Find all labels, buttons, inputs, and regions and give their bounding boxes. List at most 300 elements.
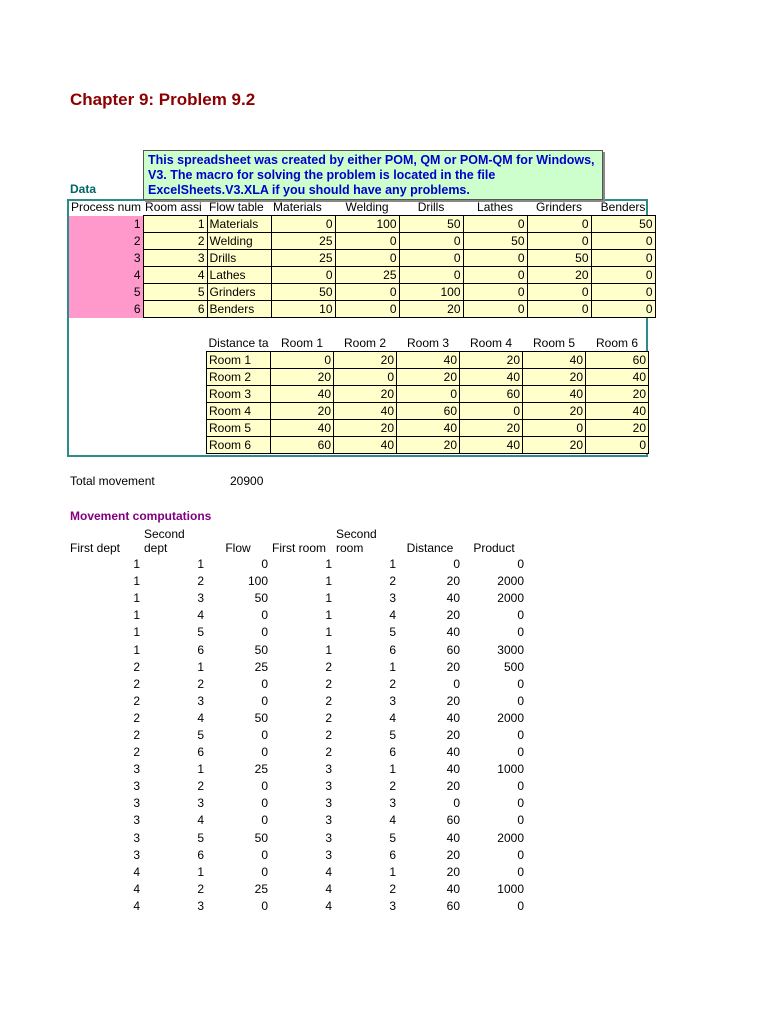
movement-cell[interactable]: 0: [261, 727, 268, 742]
movement-cell[interactable]: 4: [197, 608, 204, 623]
movement-cell[interactable]: 0: [453, 676, 460, 691]
department-name-cell[interactable]: Welding: [207, 233, 271, 250]
movement-cell[interactable]: 3: [133, 813, 140, 828]
movement-row: [68, 812, 526, 829]
flow-value-cell[interactable]: 25: [271, 233, 335, 250]
movement-row: [68, 761, 526, 778]
header-cell[interactable]: Second room: [336, 527, 377, 555]
flow-table-row: [69, 301, 655, 318]
movement-cell[interactable]: 20: [446, 847, 460, 862]
movement-cell[interactable]: 0: [261, 813, 268, 828]
department-name-cell[interactable]: Benders: [207, 301, 271, 318]
flow-value-cell[interactable]: 0: [399, 250, 463, 267]
movement-cell[interactable]: 50: [254, 710, 268, 725]
movement-cell[interactable]: 6: [197, 847, 204, 862]
movement-cell[interactable]: 1: [133, 625, 140, 640]
movement-cell[interactable]: 4: [389, 813, 396, 828]
header-cell[interactable]: Room 1: [281, 336, 324, 350]
distance-value-cell[interactable]: 0: [586, 437, 649, 454]
distance-value-cell[interactable]: 40: [334, 403, 397, 420]
movement-cell[interactable]: 1: [197, 557, 204, 572]
distance-value-cell[interactable]: 20: [397, 369, 460, 386]
movement-cell[interactable]: 20: [446, 608, 460, 623]
movement-cell[interactable]: 0: [517, 727, 524, 742]
movement-cell[interactable]: 2000: [497, 830, 524, 845]
movement-cell[interactable]: 5: [389, 727, 396, 742]
movement-section-title: Movement computations: [70, 509, 212, 523]
movement-cell[interactable]: 6: [389, 642, 396, 657]
distance-table-row: [207, 352, 649, 369]
movement-cell[interactable]: 2: [133, 693, 140, 708]
movement-cell[interactable]: 0: [261, 608, 268, 623]
movement-cell[interactable]: 1: [133, 608, 140, 623]
movement-cell[interactable]: 1: [325, 591, 332, 606]
movement-cell[interactable]: 4: [133, 881, 140, 896]
distance-value-cell[interactable]: 40: [271, 386, 334, 403]
distance-value-cell[interactable]: 40: [460, 437, 523, 454]
flow-value-cell[interactable]: 0: [527, 284, 591, 301]
movement-cell[interactable]: 4: [325, 898, 332, 913]
department-name-cell[interactable]: Grinders: [207, 284, 271, 301]
movement-cell[interactable]: 3: [325, 830, 332, 845]
flow-value-cell[interactable]: 0: [399, 267, 463, 284]
distance-value-cell[interactable]: 40: [397, 420, 460, 437]
movement-cell[interactable]: 5: [389, 625, 396, 640]
movement-cell[interactable]: 0: [517, 796, 524, 811]
room-assignment-cell[interactable]: 2: [143, 233, 207, 250]
room-name-cell[interactable]: Room 2: [207, 369, 271, 386]
movement-row: [68, 881, 526, 898]
flow-value-cell[interactable]: 0: [591, 267, 655, 284]
flow-value-cell[interactable]: 0: [591, 301, 655, 318]
movement-cell[interactable]: 0: [261, 847, 268, 862]
movement-cell[interactable]: 6: [197, 642, 204, 657]
movement-cell[interactable]: 4: [325, 864, 332, 879]
movement-cell[interactable]: 0: [517, 608, 524, 623]
room-name-cell[interactable]: Room 1: [207, 352, 271, 369]
flow-value-cell[interactable]: 50: [463, 233, 527, 250]
movement-cell[interactable]: 60: [446, 813, 460, 828]
movement-cell[interactable]: 1000: [497, 762, 524, 777]
movement-cell[interactable]: 20: [446, 779, 460, 794]
distance-value-cell[interactable]: 0: [523, 420, 586, 437]
movement-cell[interactable]: 25: [254, 881, 268, 896]
movement-cell[interactable]: 40: [446, 591, 460, 606]
movement-cell[interactable]: 1: [389, 762, 396, 777]
movement-cell[interactable]: 40: [446, 762, 460, 777]
movement-cell[interactable]: 3: [133, 796, 140, 811]
header-cell[interactable]: First room: [272, 541, 326, 555]
movement-cell[interactable]: 50: [254, 591, 268, 606]
movement-cell[interactable]: 3: [197, 693, 204, 708]
flow-value-cell[interactable]: 50: [527, 250, 591, 267]
header-cell[interactable]: Flow: [225, 541, 251, 555]
flow-value-cell[interactable]: 0: [271, 267, 335, 284]
movement-cell[interactable]: 2: [133, 710, 140, 725]
movement-row: [68, 590, 526, 607]
movement-cell[interactable]: 3: [197, 898, 204, 913]
header-cell[interactable]: Distance: [406, 541, 454, 555]
movement-row: [68, 778, 526, 795]
flow-value-cell[interactable]: 0: [527, 301, 591, 318]
movement-cell[interactable]: 2: [197, 881, 204, 896]
movement-cell[interactable]: 0: [261, 557, 268, 572]
movement-cell[interactable]: 5: [197, 830, 204, 845]
distance-value-cell[interactable]: 0: [334, 369, 397, 386]
distance-value-cell[interactable]: 20: [334, 420, 397, 437]
movement-cell[interactable]: 3: [325, 762, 332, 777]
movement-cell[interactable]: 2: [325, 745, 332, 760]
flow-table: [69, 199, 656, 318]
distance-value-cell[interactable]: 20: [334, 386, 397, 403]
movement-row: [68, 710, 526, 727]
movement-cell[interactable]: 100: [247, 574, 268, 589]
header-cell[interactable]: Lathes: [477, 200, 514, 214]
movement-cell[interactable]: 0: [261, 864, 268, 879]
header-cell[interactable]: Distance ta: [208, 336, 269, 350]
distance-value-cell[interactable]: 20: [523, 437, 586, 454]
movement-cell[interactable]: 6: [389, 847, 396, 862]
header-cell[interactable]: Grinders: [536, 200, 583, 214]
movement-header-row: [68, 527, 526, 556]
flow-value-cell[interactable]: 20: [399, 301, 463, 318]
movement-row: [68, 898, 526, 915]
movement-cell[interactable]: 1: [133, 557, 140, 572]
movement-row: [68, 693, 526, 710]
movement-cell[interactable]: 40: [446, 625, 460, 640]
info-note: This spreadsheet was created by either POM, QM or POM-QM for Windows, V3. The macro for solving the problem is located in the file ExcelSheets.V3.XLA if you should have any problems.: [143, 150, 603, 200]
movement-cell[interactable]: 25: [254, 762, 268, 777]
header-cell[interactable]: Materials: [273, 200, 322, 214]
distance-value-cell[interactable]: 0: [271, 352, 334, 369]
movement-cell[interactable]: 60: [446, 898, 460, 913]
movement-cell[interactable]: 2: [325, 710, 332, 725]
movement-cell[interactable]: 2: [389, 574, 396, 589]
movement-row: [68, 847, 526, 864]
movement-cell[interactable]: 1: [325, 574, 332, 589]
movement-cell[interactable]: 60: [446, 642, 460, 657]
movement-cell[interactable]: 2: [197, 779, 204, 794]
movement-cell[interactable]: 1: [197, 762, 204, 777]
flow-value-cell[interactable]: 10: [271, 301, 335, 318]
distance-value-cell[interactable]: 20: [460, 420, 523, 437]
flow-value-cell[interactable]: 0: [463, 267, 527, 284]
movement-cell[interactable]: 3000: [497, 642, 524, 657]
movement-row: [68, 676, 526, 693]
movement-cell[interactable]: 0: [261, 693, 268, 708]
movement-cell[interactable]: 2: [325, 676, 332, 691]
movement-cell[interactable]: 5: [197, 625, 204, 640]
movement-cell[interactable]: 0: [453, 557, 460, 572]
movement-cell[interactable]: 1: [197, 659, 204, 674]
room-assignment-cell[interactable]: 4: [143, 267, 207, 284]
movement-cell[interactable]: 1: [389, 864, 396, 879]
distance-value-cell[interactable]: 20: [586, 386, 649, 403]
movement-cell[interactable]: 2: [389, 676, 396, 691]
header-cell[interactable]: Flow table: [209, 200, 264, 214]
movement-cell[interactable]: 0: [453, 796, 460, 811]
movement-row: [68, 624, 526, 641]
room-assignment-cell[interactable]: 3: [143, 250, 207, 267]
movement-cell[interactable]: 3: [133, 847, 140, 862]
movement-cell[interactable]: 0: [517, 779, 524, 794]
flow-value-cell[interactable]: 0: [271, 216, 335, 233]
movement-cell[interactable]: 1000: [497, 881, 524, 896]
movement-cell[interactable]: 4: [133, 898, 140, 913]
flow-value-cell[interactable]: 100: [335, 216, 399, 233]
distance-value-cell[interactable]: 20: [460, 352, 523, 369]
flow-value-cell[interactable]: 0: [335, 301, 399, 318]
header-cell[interactable]: Room 6: [596, 336, 639, 350]
flow-value-cell[interactable]: 0: [463, 216, 527, 233]
header-cell[interactable]: Drills: [417, 200, 445, 214]
movement-cell[interactable]: 2: [325, 727, 332, 742]
header-cell[interactable]: Room 4: [470, 336, 513, 350]
distance-value-cell[interactable]: 40: [460, 369, 523, 386]
movement-cell[interactable]: 2000: [497, 710, 524, 725]
movement-cell[interactable]: 3: [133, 762, 140, 777]
movement-cell[interactable]: 2: [133, 676, 140, 691]
movement-cell[interactable]: 6: [197, 745, 204, 760]
movement-cell[interactable]: 3: [325, 796, 332, 811]
header-cell[interactable]: Room 5: [533, 336, 576, 350]
movement-cell[interactable]: 0: [261, 745, 268, 760]
movement-cell[interactable]: 0: [517, 676, 524, 691]
header-cell[interactable]: Second dept: [144, 527, 185, 555]
department-name-cell[interactable]: Materials: [207, 216, 271, 233]
movement-cell[interactable]: 1: [325, 642, 332, 657]
movement-cell[interactable]: 1: [325, 625, 332, 640]
movement-cell[interactable]: 3: [197, 796, 204, 811]
flow-value-cell[interactable]: 0: [591, 284, 655, 301]
header-cell[interactable]: Welding: [345, 200, 389, 214]
movement-cell[interactable]: 4: [197, 710, 204, 725]
movement-cell[interactable]: 1: [389, 557, 396, 572]
flow-value-cell[interactable]: 0: [399, 233, 463, 250]
movement-cell[interactable]: 0: [517, 625, 524, 640]
room-assignment-cell[interactable]: 1: [143, 216, 207, 233]
movement-cell[interactable]: 1: [389, 659, 396, 674]
distance-value-cell[interactable]: 60: [271, 437, 334, 454]
movement-cell[interactable]: 0: [517, 864, 524, 879]
movement-table: [68, 527, 526, 915]
distance-value-cell[interactable]: 40: [586, 369, 649, 386]
flow-value-cell[interactable]: 0: [335, 233, 399, 250]
movement-cell[interactable]: 5: [197, 727, 204, 742]
movement-cell[interactable]: 3: [389, 693, 396, 708]
movement-cell[interactable]: 4: [325, 881, 332, 896]
process-number-cell[interactable]: 2: [69, 233, 143, 250]
flow-value-cell[interactable]: 0: [335, 250, 399, 267]
movement-cell[interactable]: 2: [133, 727, 140, 742]
distance-value-cell[interactable]: 60: [586, 352, 649, 369]
flow-value-cell[interactable]: 50: [591, 216, 655, 233]
distance-table-row: [207, 386, 649, 403]
flow-value-cell[interactable]: 0: [463, 301, 527, 318]
distance-value-cell[interactable]: 20: [586, 420, 649, 437]
movement-cell[interactable]: 40: [446, 881, 460, 896]
movement-cell[interactable]: 40: [446, 745, 460, 760]
movement-cell[interactable]: 1: [133, 642, 140, 657]
room-name-cell[interactable]: Room 5: [207, 420, 271, 437]
movement-cell[interactable]: 1: [325, 608, 332, 623]
movement-cell[interactable]: 500: [503, 659, 524, 674]
distance-value-cell[interactable]: 40: [334, 437, 397, 454]
movement-cell[interactable]: 3: [325, 779, 332, 794]
movement-cell[interactable]: 1: [133, 591, 140, 606]
flow-value-cell[interactable]: 0: [463, 250, 527, 267]
movement-cell[interactable]: 20: [446, 727, 460, 742]
movement-cell[interactable]: 40: [446, 830, 460, 845]
room-assignment-cell[interactable]: 5: [143, 284, 207, 301]
header-cell[interactable]: Room assi: [145, 200, 202, 214]
distance-value-cell[interactable]: 40: [397, 352, 460, 369]
movement-cell[interactable]: 50: [254, 642, 268, 657]
movement-cell[interactable]: 2: [197, 676, 204, 691]
flow-table-row: [69, 233, 655, 250]
movement-cell[interactable]: 3: [325, 813, 332, 828]
movement-cell[interactable]: 3: [389, 591, 396, 606]
movement-cell[interactable]: 0: [517, 693, 524, 708]
flow-value-cell[interactable]: 100: [399, 284, 463, 301]
movement-row: [68, 727, 526, 744]
department-name-cell[interactable]: Lathes: [207, 267, 271, 284]
movement-cell[interactable]: 2: [133, 659, 140, 674]
movement-cell[interactable]: 3: [389, 898, 396, 913]
room-name-cell[interactable]: Room 4: [207, 403, 271, 420]
movement-cell[interactable]: 4: [389, 608, 396, 623]
movement-cell[interactable]: 2: [389, 779, 396, 794]
distance-value-cell[interactable]: 40: [271, 420, 334, 437]
total-movement-value[interactable]: 20900: [230, 474, 264, 488]
movement-cell[interactable]: 2: [325, 693, 332, 708]
movement-cell[interactable]: 20: [446, 574, 460, 589]
flow-table-row: [69, 250, 655, 267]
distance-value-cell[interactable]: 0: [460, 403, 523, 420]
flow-value-cell[interactable]: 50: [271, 284, 335, 301]
process-number-cell[interactable]: 5: [69, 284, 143, 301]
distance-table-row: [207, 369, 649, 386]
distance-value-cell[interactable]: 20: [397, 437, 460, 454]
movement-cell[interactable]: 2: [197, 574, 204, 589]
movement-cell[interactable]: 3: [389, 796, 396, 811]
movement-cell[interactable]: 3: [133, 830, 140, 845]
process-number-cell[interactable]: 1: [69, 216, 143, 233]
flow-value-cell[interactable]: 50: [399, 216, 463, 233]
room-name-cell[interactable]: Room 6: [207, 437, 271, 454]
distance-value-cell[interactable]: 40: [523, 386, 586, 403]
movement-cell[interactable]: 3: [325, 847, 332, 862]
distance-value-cell[interactable]: 0: [397, 386, 460, 403]
movement-cell[interactable]: 1: [133, 574, 140, 589]
distance-value-cell[interactable]: 60: [460, 386, 523, 403]
flow-value-cell[interactable]: 25: [271, 250, 335, 267]
flow-value-cell[interactable]: 25: [335, 267, 399, 284]
distance-table-row: [207, 437, 649, 454]
movement-cell[interactable]: 50: [254, 830, 268, 845]
header-cell[interactable]: Benders: [600, 200, 646, 214]
flow-table-header-row: [69, 199, 655, 216]
process-number-cell[interactable]: 3: [69, 250, 143, 267]
distance-value-cell[interactable]: 20: [523, 369, 586, 386]
movement-cell[interactable]: 0: [261, 779, 268, 794]
flow-value-cell[interactable]: 0: [591, 233, 655, 250]
room-name-cell[interactable]: Room 3: [207, 386, 271, 403]
movement-row: [68, 607, 526, 624]
movement-cell[interactable]: 2000: [497, 591, 524, 606]
header-cell[interactable]: Process num: [71, 200, 142, 215]
department-name-cell[interactable]: Drills: [207, 250, 271, 267]
header-cell[interactable]: Product: [473, 541, 515, 555]
movement-cell[interactable]: 4: [389, 710, 396, 725]
movement-cell[interactable]: 4: [197, 813, 204, 828]
movement-cell[interactable]: 5: [389, 830, 396, 845]
movement-cell[interactable]: 3: [197, 591, 204, 606]
header-cell[interactable]: Room 3: [407, 336, 450, 350]
distance-value-cell[interactable]: 20: [271, 369, 334, 386]
process-number-cell[interactable]: 6: [69, 301, 143, 318]
movement-cell[interactable]: 20: [446, 864, 460, 879]
header-cell[interactable]: First dept: [70, 541, 121, 555]
movement-cell[interactable]: 0: [517, 557, 524, 572]
room-assignment-cell[interactable]: 6: [143, 301, 207, 318]
movement-cell[interactable]: 2: [133, 745, 140, 760]
distance-value-cell[interactable]: 40: [586, 403, 649, 420]
movement-cell[interactable]: 0: [261, 625, 268, 640]
movement-cell[interactable]: 0: [517, 745, 524, 760]
process-number-cell[interactable]: 4: [69, 267, 143, 284]
movement-cell[interactable]: 4: [133, 864, 140, 879]
distance-value-cell[interactable]: 20: [523, 403, 586, 420]
movement-cell[interactable]: 0: [261, 676, 268, 691]
movement-cell[interactable]: 40: [446, 710, 460, 725]
movement-cell[interactable]: 1: [197, 864, 204, 879]
movement-cell[interactable]: 2: [389, 881, 396, 896]
movement-row: [68, 659, 526, 676]
movement-cell[interactable]: 0: [517, 813, 524, 828]
total-movement-label: Total movement: [70, 474, 155, 488]
flow-value-cell[interactable]: 20: [527, 267, 591, 284]
flow-value-cell[interactable]: 0: [591, 250, 655, 267]
movement-row: [68, 641, 526, 658]
flow-value-cell[interactable]: 0: [527, 233, 591, 250]
movement-cell[interactable]: 20: [446, 693, 460, 708]
movement-cell[interactable]: 0: [261, 796, 268, 811]
movement-row: [68, 573, 526, 590]
movement-cell[interactable]: 3: [133, 779, 140, 794]
movement-cell[interactable]: 0: [261, 898, 268, 913]
movement-cell[interactable]: 2: [325, 659, 332, 674]
distance-value-cell[interactable]: 20: [271, 403, 334, 420]
flow-value-cell[interactable]: 0: [527, 216, 591, 233]
distance-value-cell[interactable]: 40: [523, 352, 586, 369]
flow-value-cell[interactable]: 0: [335, 284, 399, 301]
distance-value-cell[interactable]: 20: [334, 352, 397, 369]
flow-table-row: [69, 267, 655, 284]
movement-cell[interactable]: 20: [446, 659, 460, 674]
distance-table-row: [207, 420, 649, 437]
movement-cell[interactable]: 1: [325, 557, 332, 572]
header-cell[interactable]: Room 2: [344, 336, 387, 350]
movement-cell[interactable]: 0: [517, 898, 524, 913]
movement-cell[interactable]: 0: [517, 847, 524, 862]
movement-cell[interactable]: 2000: [497, 574, 524, 589]
movement-cell[interactable]: 6: [389, 745, 396, 760]
movement-row: [68, 864, 526, 881]
flow-value-cell[interactable]: 0: [463, 284, 527, 301]
movement-cell[interactable]: 25: [254, 659, 268, 674]
distance-value-cell[interactable]: 60: [397, 403, 460, 420]
